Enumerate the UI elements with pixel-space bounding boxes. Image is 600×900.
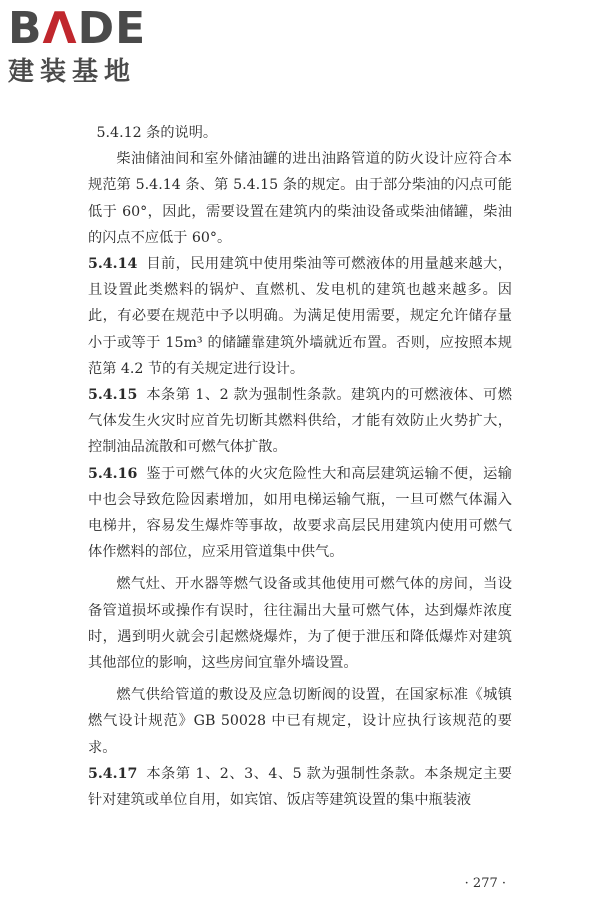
bade-logo <box>8 4 178 90</box>
logo-wordmark: BΛDE <box>8 3 147 54</box>
logo-subtitle: 建装基地 <box>8 57 137 87</box>
paragraph: 5.4.16 鉴于可燃气体的火灾危险性大和高层建筑运输不便，运输中也会导致危险因素增加，如用电梯运输气瓶，一旦可燃气体漏入电梯井，容易发生爆炸等事故，故要求高层民用建筑内使用可燃气体作燃料的部位，应采用管道集中供气。 <box>88 465 512 561</box>
section-number: 5.4.15 <box>88 387 138 404</box>
paragraph: 燃气灶、开水器等燃气设备或其他使用可燃气体的房间，当设备管道损坏或操作有误时，往往漏出大量可燃气体，达到爆炸浓度时，遇到明火就会引起燃烧爆炸，为了便于泄压和降低爆炸对建筑其他部位的影响，这些房间宜靠外墙设置。 <box>88 576 512 672</box>
paragraph: 5.4.14 目前，民用建筑中使用柴油等可燃液体的用量越来越大，且设置此类燃料的锅炉、直燃机、发电机的建筑也越来越多。因此，有必要在规范中予以明确。为满足使用需要，规定允许储存量小于或等于 15m³ 的储罐靠建筑外墙就近布置。否则，应按照本规范第 4.2 节的有关规定进行设计。 <box>88 256 512 377</box>
page-number: · 277 · <box>464 876 506 891</box>
section-number: 5.4.17 <box>88 765 138 782</box>
section-number: 5.4.16 <box>88 465 138 482</box>
paragraph: 燃气供给管道的敷设及应急切断阀的设置，在国家标准《城镇燃气设计规范》GB 50028 中已有规定，设计应执行该规范的要求。 <box>88 687 512 756</box>
paragraph: 柴油储油间和室外储油罐的进出油路管道的防火设计应符合本规范第 5.4.14 条、第 5.4.15 条的规定。由于部分柴油的闪点可能低于 60°，因此，需要设置在建筑内的柴油设备或柴油储罐，柴油的闪点不应低于 60°。 <box>88 151 512 246</box>
page-body <box>88 120 512 813</box>
paragraph: 5.4.17 本条第 1、2、3、4、5 款为强制性条款。本条规定主要针对建筑或单位自用，如宾馆、饭店等建筑设置的集中瓶装液 <box>88 765 512 809</box>
paragraph: 5.4.12 条的说明。 <box>96 125 218 141</box>
paragraph: 5.4.15 本条第 1、2 款为强制性条款。建筑内的可燃液体、可燃气体发生火灾时应首先切断其燃料供给，才能有效防止火势扩大，控制油品流散和可燃气体扩散。 <box>88 387 512 456</box>
section-number: 5.4.14 <box>88 256 138 273</box>
